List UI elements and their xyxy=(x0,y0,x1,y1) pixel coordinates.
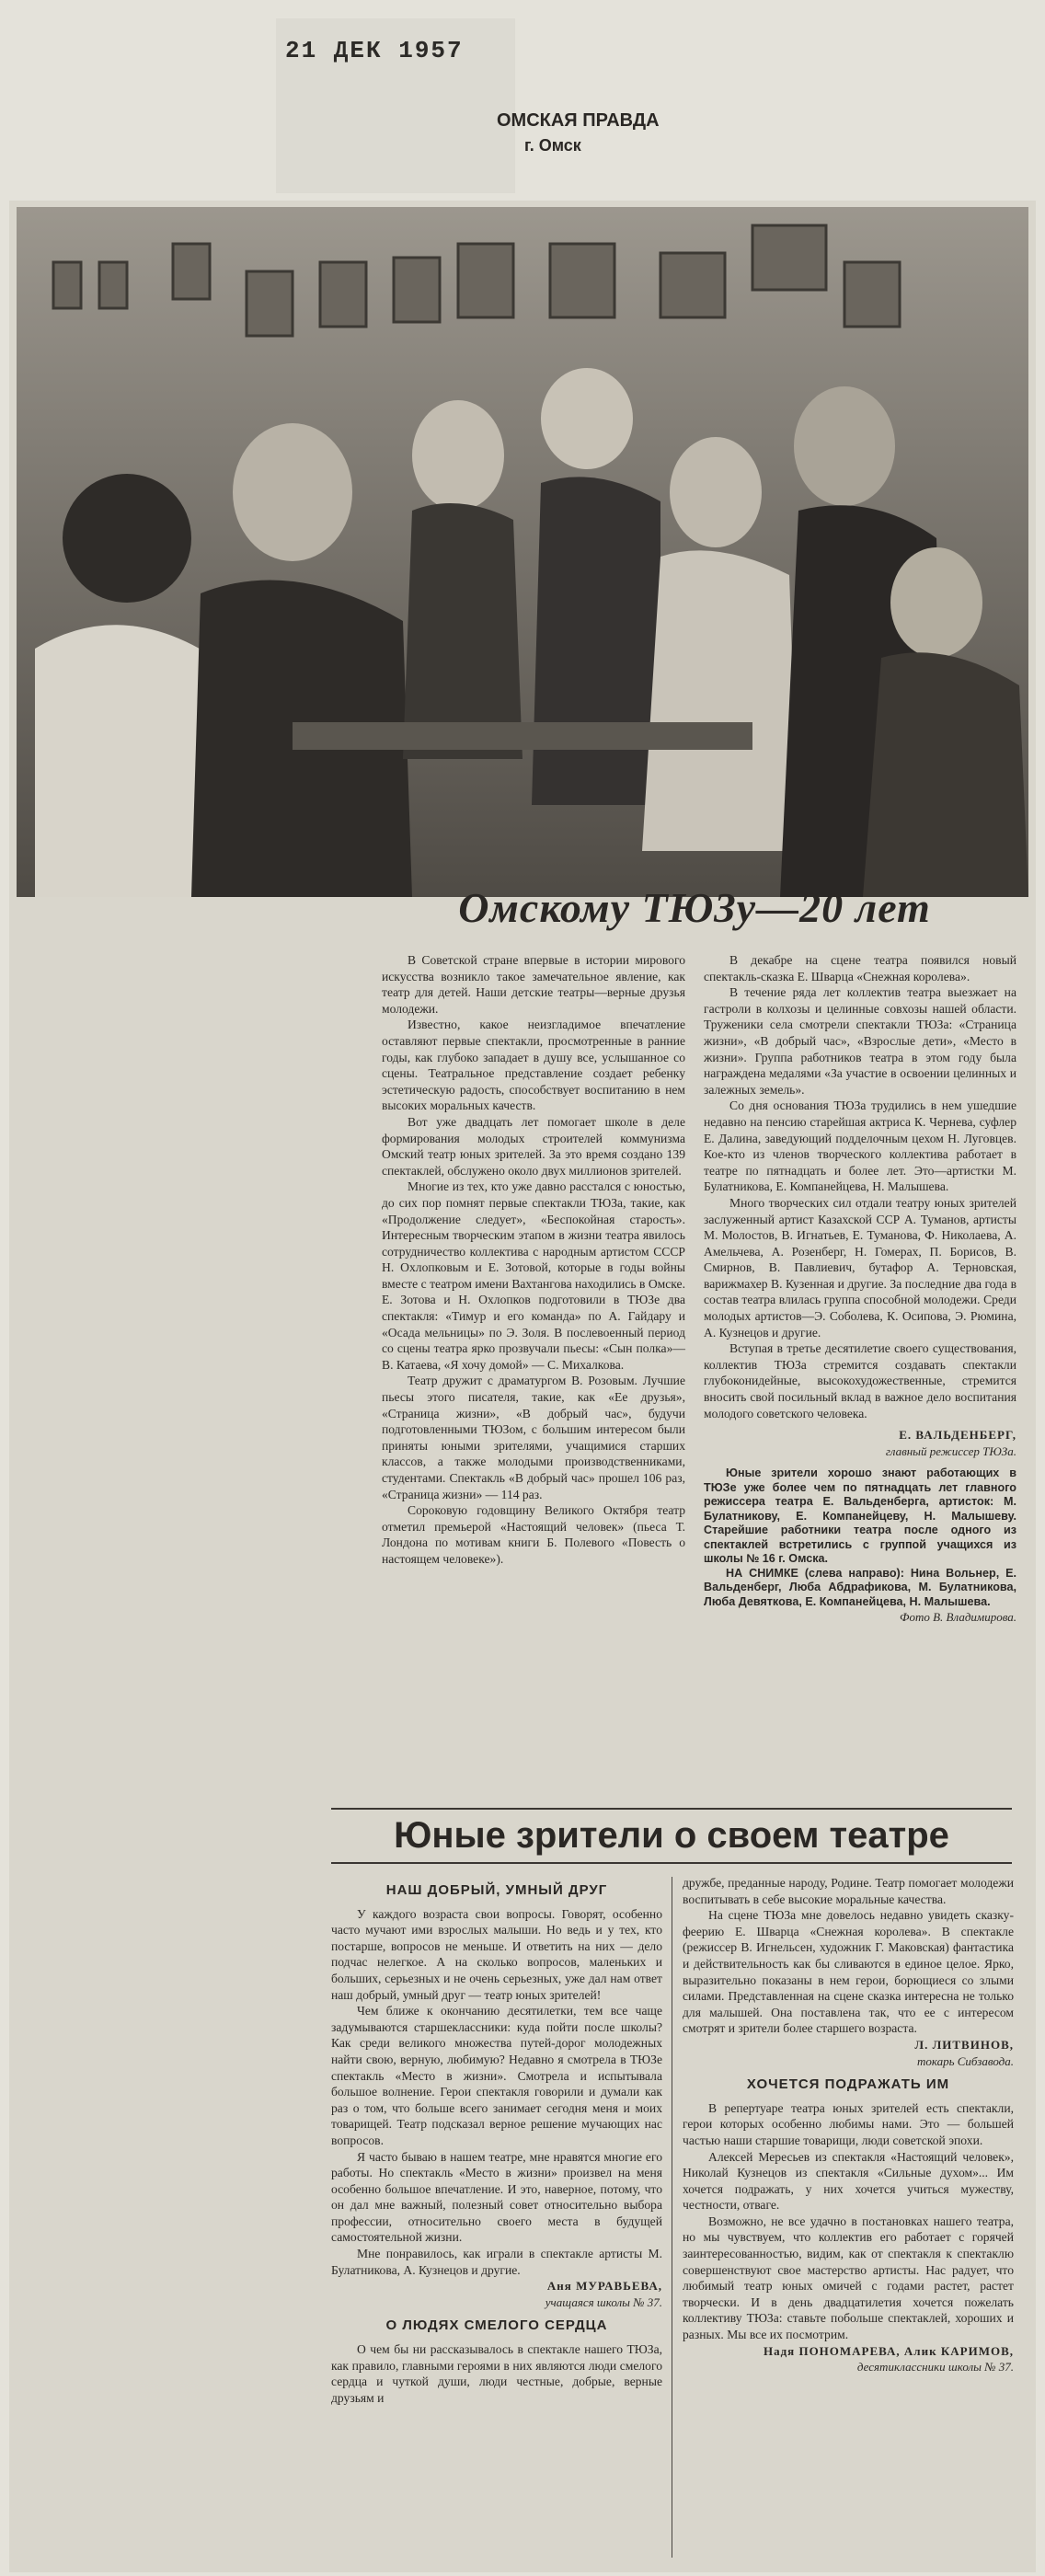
article-column-1 xyxy=(382,952,685,1568)
paragraph: Алексей Мересьев из спектакля «Настоящий человек», Николай Кузнецов из спектакля «Сильные духом»... Им хочется подражать, у них хочется учиться мужеству, честности, отваге. xyxy=(683,2149,1014,2213)
signature-author xyxy=(331,2278,662,2310)
author-name: Аня МУРАВЬЕВА, xyxy=(546,2279,662,2294)
paragraph: В течение ряда лет коллектив театра выезжает на гастроли в колхозы и целинные совхозы нашей области. Труженики села смотрели спектакли ТЮЗа: «Страница жизни», «В добрый час», «Взрослые дети», «Место в жизни». Группа работников театра в этом году была награждена медалями «За участие в освоении целинных и залежных земель». xyxy=(704,985,1016,1097)
paragraph: В репертуаре театра юных зрителей есть спектакли, герои которых особенно любимы нами. Это — большей частью наши старшие товарищи, люди советской эпохи. xyxy=(683,2100,1014,2147)
signature-author xyxy=(683,2343,1014,2375)
stamp-date: 21 ДЕК 1957 xyxy=(285,37,464,64)
letter-title: НАШ ДОБРЫЙ, УМНЫЙ ДРУГ xyxy=(385,1882,608,1898)
paragraph: Многие из тех, кто уже давно расстался с юностью, до сих пор помнят первые спектакли ТЮЗа, такие, как «Продолжение следует», «Беспокойная старость». Интересным творческим этапом в жизни театра явилось сотрудничество коллектива с народным артистом СССР Н. Охлопковым и Е. Зотовой, которые в годы войны вместе с театром имени Вахтангова находились в Омске. Е. Зотова и Н. Охлопков подготовили в ТЮЗе два спектакля: «Тимур и его команда» по А. Гайдару и «Осада мельницы» по Э. Золя. В послевоенный период со сцены театра ярко прозвучали пьесы: «Сын полка»—В. Катаева, «Я хочу домой» — С. Михалкова. xyxy=(382,1179,685,1372)
paragraph: Много творческих сил отдали театру юных зрителей заслуженный артист Казахской ССР А. Туманов, артисты М. Молостов, В. Игнатьев, Е. Туманова, Ф. Николаева, А. Амельчева, А. Розенберг, Н. Гомерах, П. Борисов, В. Смирнов, В. Павлиевич, бутафор А. Терновская, варижмахер В. Кузенная и другие. За последние два года в состав театра влилась группа способной молодежи. Среди молодых артистов—Э. Соболева, К. Осипова, Э. Рюмина, А. Кузнецов и другие. xyxy=(704,1195,1016,1340)
paragraph: дружбе, преданные народу, Родине. Театр помогает молодежи воспитывать в себе высокие моральные качества. xyxy=(683,1876,1014,1906)
author-name: Е. ВАЛЬДЕНБЕРГ, xyxy=(899,1428,1016,1443)
letters-column-2 xyxy=(683,1875,1014,2375)
paragraph: В декабре на сцене театра появился новый спектакль-сказка Е. Шварца «Снежная королева». xyxy=(704,953,1016,983)
date-stamp xyxy=(276,18,660,193)
article-column-2 xyxy=(704,952,1016,1626)
group-photo xyxy=(17,207,1028,897)
paragraph: Вступая в третье десятилетие своего существования, коллектив ТЮЗа стремится создавать спектакли глубоконидейные, высокохудожественные, стремится вносить свой посильный вклад в важное дело воспитания молодого советского человека. xyxy=(704,1341,1016,1420)
author-role: учащаяся школы № 37. xyxy=(545,2294,662,2309)
paragraph: Со дня основания ТЮЗа трудились в нем ушедшие недавно на пенсию старейшая актриса К. Чернева, суфлер Е. Далина, заведующий подделочным цехом Н. Луговцев. Кое-кто из членов творческого коллектива работает в театре по пятнадцать и более лет. Это—артистки М. Булатникова, Е. Компанейцева, Н. Малышева. xyxy=(704,1098,1016,1194)
stamp-city: г. Омск xyxy=(524,136,581,155)
paragraph: На сцене ТЮЗа мне довелось недавно увидеть сказку-феерию Е. Шварца «Снежная королева». В спектакле (режиссер В. Игнельсен, художник Г. Маковская) фантастика и действительность как бы сливаются в единое целое. Ярко, выразительно показаны в нем герои, борющиеся со злыми силами. Представленная на сцене сказка интересна не только для малышей. Она поставлена так, что ее с интересом смотрят и зрители более старшего возраста. xyxy=(683,1908,1014,2036)
paragraph: Вот уже двадцать лет помогает школе в деле формирования молодых строителей коммунизма Омский театр юных зрителей. За это время создано 139 спектаклей, обслужено около двух миллионов зрителей. xyxy=(382,1114,685,1178)
letters-column-1 xyxy=(331,1875,662,2406)
signature-author xyxy=(683,2037,1014,2069)
caption-paragraph: НА СНИМКЕ (слева направо): Нина Вольнер, Е. Вальденберг, Люба Абдрафикова, М. Булатникова, Люба Девяткова, Е. Компанейцева, Н. Малышева. xyxy=(704,1566,1016,1608)
photo-caption xyxy=(704,1466,1016,1609)
letter-title: О ЛЮДЯХ СМЕЛОГО СЕРДЦА xyxy=(385,2317,608,2334)
paragraph: Чем ближе к окончанию десятилетки, тем все чаще задумываются старшеклассники: куда пойти после школы? Как среди великого множества путей-дорог молодежных найти свою, верную, любимую? Недавно я смотрела в ТЮЗе спектакль «Место в жизни». Смотрела и испытывала большое волнение. Герои спектакля говорили и думали как раз о том, что больше всего занимает сегодня меня и моих товарищей. Театр подсказал верное решение мучающих нас вопросов. xyxy=(331,2004,662,2147)
photo-credit: Фото В. Владимирова. xyxy=(900,1610,1016,1625)
author-name: Л. ЛИТВИНОВ, xyxy=(914,2037,1014,2052)
stamp-newspaper: ОМСКАЯ ПРАВДА xyxy=(497,110,660,131)
author-role: десятиклассники школы № 37. xyxy=(856,2360,1014,2375)
signature-author xyxy=(704,1427,1016,1459)
paragraph: Сороковую годовщину Великого Октября театр отметил премьерой «Настоящий человек» (пьеса Т. Лондона по мотивам книги Б. Полевого «Повесть о настоящем человеке»). xyxy=(382,1503,685,1566)
author-role: токарь Сибзавода. xyxy=(916,2053,1014,2068)
paragraph: У каждого возраста свои вопросы. Говорят, особенно часто мучают ими взрослых малыши. Но ведь и у тех, кто постарше, вопросов не меньше. И ответить на них — дело подчас нелегкое. А на сколько вопросов, маленьких и больших, серьезных и не очень серьезных, уже дал нам ответ наш добрый, умный друг — театр юных зрителей! xyxy=(331,1906,662,2002)
caption-paragraph: Юные зрители хорошо знают работающих в ТЮЗе уже более чем по пятнадцать лет главного режиссера театра Е. Вальденберга, артисток: М. Булатникову, Е. Компанейцеву, Н. Малышеву. Старейшие работники театра после одного из спектаклей встретились с группой учащихся из школы № 16 г. Омска. xyxy=(704,1466,1016,1566)
paragraph: Известно, какое неизгладимое впечатление оставляют первые спектакли, просмотренные в ранние годы, как глубоко западает в душу все, услышанное со сцены. Театральное представление создает ребенку эстетическую радость, способствует воспитанию в нем высоких моральных качеств. xyxy=(382,1018,685,1113)
section-headline: Юные зрители о своем театре xyxy=(331,1808,1012,1864)
paragraph: В Советской стране впервые в истории мирового искусства возникло такое замечательное явление, как театр для детей. Наши детские театры—верные друзья молодежи. xyxy=(382,953,685,1016)
paragraph: Возможно, не все удачно в постановках нашего театра, но мы чувствуем, что коллектив его работает с горячей заинтересованностью, видим, как от спектакля к спектаклю совершенствуют свое мастерство артисты. Нас радует, что любимый театр юных омичей с годами растет, растет творчески. И в день двадцатилетия хочется пожелать коллективу ТЮЗа: ставьте побольше спектаклей, хороших и разных. Мы все их посмотрим. xyxy=(683,2214,1014,2342)
paragraph: Я часто бываю в нашем театре, мне нравятся многие его работы. Но спектакль «Место в жизни» произвел на меня особенно большое впечатление. И это, наверное, потому, что он дал мне важный, полезный совет относительно выбора профессии, относительно своего места в будущей самостоятельной жизни. xyxy=(331,2149,662,2245)
paragraph: О чем бы ни рассказывалось в спектакле нашего ТЮЗа, как правило, главными героями в них являются люди смелого сердца и чуткой души, люди честные, добрые, верные друзьям и xyxy=(331,2342,662,2405)
paragraph: Театр дружит с драматургом В. Розовым. Лучшие пьесы этого писателя, такие, как «Ее друзья», «Страница жизни», «В добрый час», будучи подготовленными ТЮЗом, с большим интересом были приняты юными зрителями, учащимися старших классов, а также молодыми производственниками, студентами. Спектакль «В добрый час» прошел 106 раз, «Страница жизни» — 114 раз. xyxy=(382,1374,685,1501)
letter-title: ХОЧЕТСЯ ПОДРАЖАТЬ ИМ xyxy=(746,2076,950,2093)
paragraph: Мне понравилось, как играли в спектакле артисты М. Булатникова, А. Кузнецов и другие. xyxy=(331,2247,662,2277)
main-headline: Омскому ТЮЗу—20 лет xyxy=(458,884,931,931)
author-name: Надя ПОНОМАРЕВА, Алик КАРИМОВ, xyxy=(763,2343,1014,2358)
author-role: главный режиссер ТЮЗа. xyxy=(885,1443,1016,1458)
